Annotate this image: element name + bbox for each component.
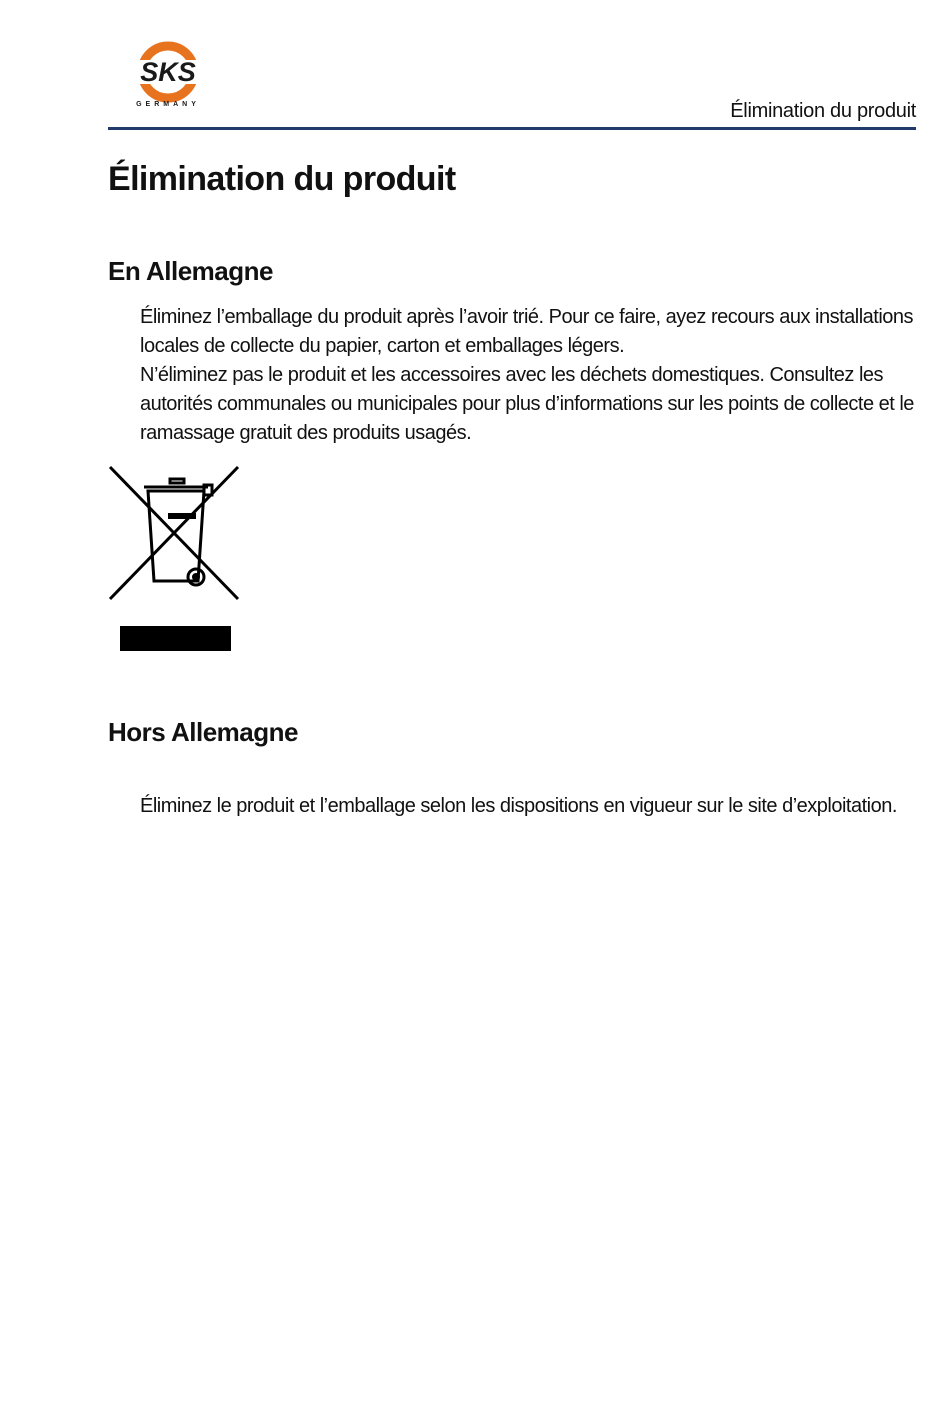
running-header: Élimination du produit [730,100,916,122]
page-title: Élimination du produit [108,160,456,198]
section-heading-outside-germany: Hors Allemagne [108,717,298,747]
crossed-out-wheelie-bin-icon [108,465,240,601]
sks-logo [118,34,218,110]
section-body-germany [140,303,920,448]
header-rule [108,127,916,130]
paragraph-household-waste: N’éliminez pas le produit et les accessoires avec les déchets domestiques. Consultez les autorités communales ou municipales pour plus d’informations sur les points de collecte et le ramassage gratuit des produits usagés. [140,364,914,444]
weee-solid-bar [120,626,231,651]
section-heading-germany: En Allemagne [108,256,273,286]
paragraph-packaging: Éliminez l’emballage du produit après l’avoir trié. Pour ce faire, ayez recours aux installations locales de collecte du papier, carton et emballages légers. [140,306,914,357]
logo-wordmark: SKS [140,57,196,87]
logo-subtext: GERMANY [136,101,200,108]
paragraph-local-regulations: Éliminez le produit et l’emballage selon les dispositions en vigueur sur le site d’exploitation. [140,795,897,817]
section-body-outside-germany [140,792,920,821]
